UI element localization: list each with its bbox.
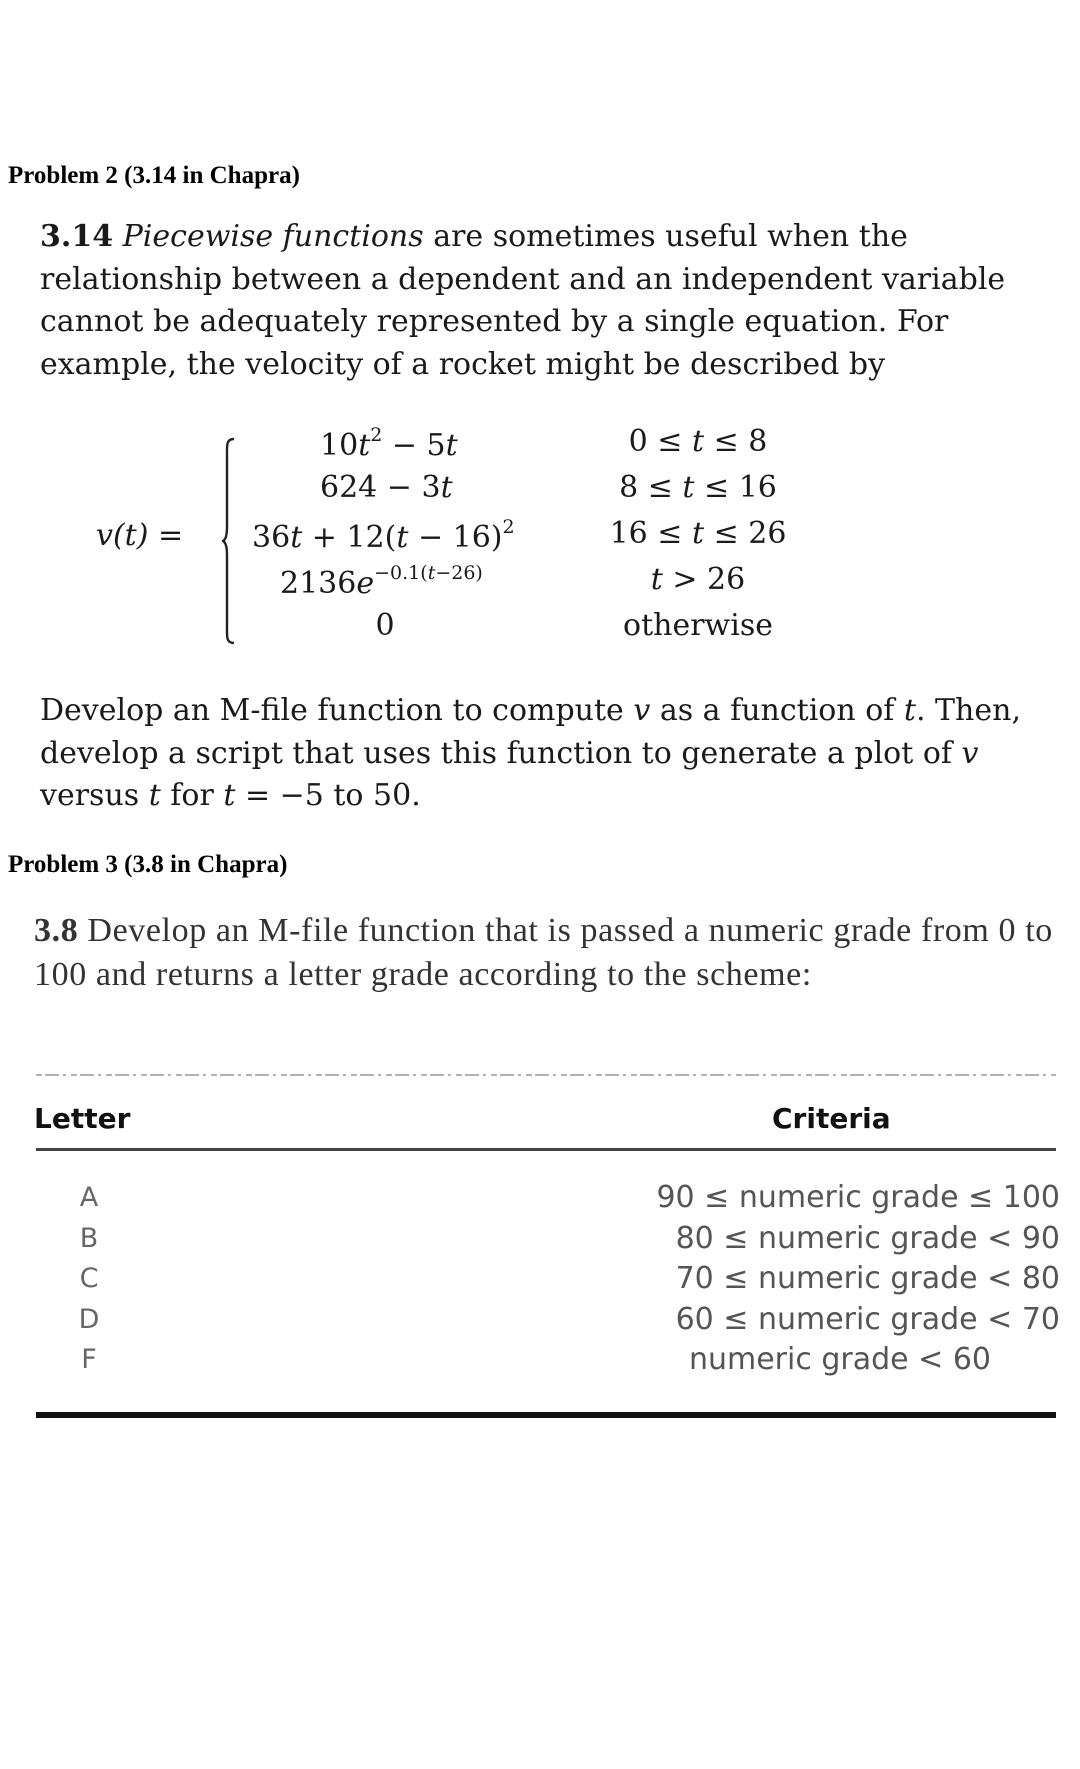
equation-lhs: v(t) =: [96, 518, 184, 553]
intro-italic-term: Piecewise functions: [122, 219, 424, 254]
criteria-cell: 90 ≤ numeric grade ≤ 100: [656, 1180, 1060, 1215]
criteria-column: [600, 1178, 1060, 1381]
case-expr-1: $10t^2 - 5t$: [320, 424, 458, 463]
letter-cell: F: [81, 1344, 97, 1375]
letter-cell: C: [79, 1263, 99, 1294]
problem-3-text: [34, 909, 1074, 997]
case-cond-1: 0 ≤ t ≤ 8: [628, 424, 768, 459]
left-brace-icon: [222, 437, 236, 645]
letter-cell: A: [79, 1182, 99, 1213]
criteria-cell: 80 ≤ numeric grade < 90: [675, 1220, 1060, 1256]
letter-cell: B: [79, 1222, 99, 1254]
case-expr-4: $2136e^{-0.1(t-26)}$: [280, 562, 483, 601]
criteria-cell: 60 ≤ numeric grade < 70: [675, 1301, 1060, 1337]
case-expr-3: $36t + 12(t - 16)^2$: [252, 516, 515, 555]
case-cond-3: 16 ≤ t ≤ 26: [609, 516, 787, 551]
letter-column-header: Letter: [34, 1102, 131, 1135]
case-expr-5: 0: [375, 608, 395, 643]
letter-cell: D: [78, 1303, 100, 1335]
problem-3-heading: Problem 3 (3.8 in Chapra): [8, 851, 288, 878]
case-cond-5: otherwise: [623, 608, 773, 643]
case-cond-2: 8 ≤ t ≤ 16: [619, 470, 777, 505]
problem-2-task: Develop an M-file function to compute v as a function of t. Then, develop a script that uses this function to generate a plot of v versus t for t = −5 to 50.: [40, 693, 1021, 813]
criteria-cell: 70 ≤ numeric grade < 80: [675, 1261, 1060, 1296]
problem-3-body: Develop an M-file function that is passed a numeric grade from 0 to 100 and returns a letter grade according to the scheme:: [34, 912, 1053, 993]
case-expr-2: 624 − 3t: [320, 470, 453, 505]
criteria-column-header: Criteria: [772, 1102, 891, 1135]
criteria-cell: numeric grade < 60: [688, 1342, 992, 1377]
table-top-rule: [36, 1072, 1056, 1078]
table-bottom-rule: [36, 1412, 1056, 1418]
problem-2-intro: [40, 216, 1030, 386]
problem-2-heading: Problem 2 (3.14 in Chapra): [8, 162, 300, 189]
problem-3-number: 3.8: [34, 912, 79, 949]
table-header-rule: [36, 1148, 1056, 1151]
letter-column: [74, 1178, 104, 1381]
case-cond-4: t > 26: [650, 562, 746, 597]
problem-number: 3.14: [40, 219, 114, 254]
intro-text: are sometimes useful when the relationship between a dependent and an independent variable cannot be adequately represented by a single equation. For example, the velocity of a rocket might be described by: [40, 219, 1006, 382]
